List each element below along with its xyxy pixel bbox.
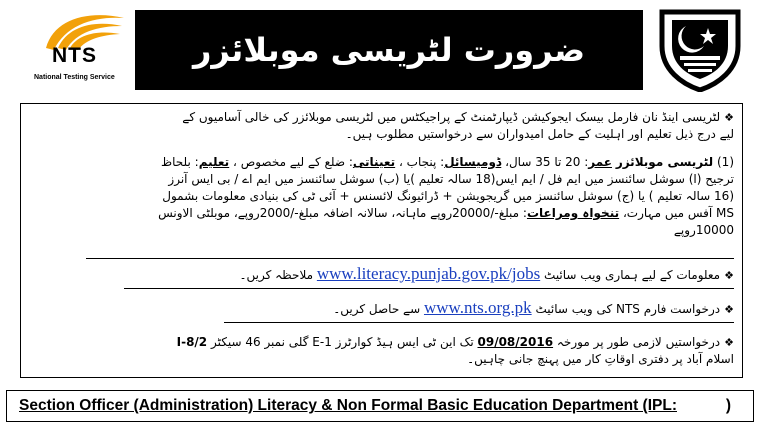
post-title: لٹریسی موبلائزر bbox=[615, 155, 714, 169]
bullet-icon: ❖ bbox=[724, 269, 734, 282]
info-text-after: ملاحظہ کریں۔ bbox=[239, 268, 314, 282]
info-text-before: معلومات کے لیے ہماری ویب سائیٹ bbox=[544, 268, 721, 282]
divider bbox=[124, 288, 734, 289]
bullet-icon: ❖ bbox=[724, 336, 734, 349]
nts-website-link[interactable]: www.nts.org.pk bbox=[423, 298, 532, 317]
deadline-text-mid: تک این ٹی ایس ہیڈ کوارٹرز E-1 گلی نمبر 46 سیکٹر bbox=[210, 335, 474, 349]
education-label: تعلیم bbox=[198, 155, 230, 169]
logo-subtitle: National Testing Service bbox=[34, 74, 115, 81]
form-text-after: سے حاصل کریں۔ bbox=[333, 302, 421, 316]
divider bbox=[224, 322, 734, 323]
posting-value: : ضلع کے لیے مخصوص ، bbox=[233, 155, 353, 169]
sector-code: I-8/2 bbox=[176, 335, 208, 349]
posting-label: تعیناتی bbox=[352, 155, 396, 169]
form-paragraph bbox=[333, 299, 734, 318]
deadline-line-2: اسلام آباد پر دفتری اوقاتِ کار میں پہنچ جانی چاہیں۔ bbox=[467, 352, 734, 366]
advertisement-body bbox=[20, 103, 743, 378]
req-line-3: (16 سالہ تعلیم ) یا (ج) سوشل سائنسز میں گریجویشن + ڈرائیونگ لائسنس + آئی ٹی کی بنیادی معلومات بشمول bbox=[162, 189, 734, 203]
footer-close-paren: ) bbox=[725, 397, 731, 414]
deadline-date: 09/08/2016 bbox=[477, 335, 554, 349]
department-footer bbox=[6, 390, 754, 422]
age-value: : 20 تا 35 سال، bbox=[505, 155, 589, 169]
domicile-value: : پنجاب ، bbox=[398, 155, 445, 169]
req-line-4-end: : مبلغ-/20000روپے ماہانہ، سالانہ اضافہ مبلغ-/2000روپے، موبلٹی الاونس bbox=[158, 206, 527, 220]
intro-line-2: لیے درج ذیل تعلیم اور اہلیت کے حامل امیدواران سے درخواستیں مطلوب ہیں۔ bbox=[345, 127, 734, 141]
req-line-2: ترجیح (ا) سوشل سائنسز میں ایم فل / ایم ایس(18 سالہ تعلیم )یا (ب) سوشل سائنسز میں ایم اے / بی ایس آنرز bbox=[168, 172, 734, 186]
deadline-text-before: درخواستیں لازمی طور پر مورخہ bbox=[556, 335, 721, 349]
deadline-paragraph bbox=[177, 334, 734, 368]
req-line-4-start: MS آفس میں مہارت، bbox=[622, 206, 734, 220]
title-banner bbox=[135, 10, 643, 90]
info-paragraph bbox=[240, 265, 735, 284]
education-value: : بلحاظ bbox=[161, 155, 199, 169]
req-prefix: (1) bbox=[713, 155, 734, 169]
logo-name: NTS bbox=[52, 44, 97, 67]
nts-logo bbox=[20, 8, 132, 86]
domicile-label: ڈومیسائل bbox=[444, 155, 502, 169]
banner-title: ضرورت لٹریسی موبلائزر bbox=[192, 31, 586, 69]
bullet-icon: ❖ bbox=[724, 303, 734, 316]
age-label: عمر bbox=[588, 155, 612, 169]
requirements-paragraph bbox=[158, 154, 734, 239]
divider bbox=[86, 258, 734, 259]
intro-line-1: لٹریسی اینڈ نان فارمل بیسک ایجوکیشن ڈیپارٹمنٹ کے پراجیکٹس میں لٹریسی موبلائزر کی خالی آسامیوں کے bbox=[182, 110, 721, 124]
req-line-5: 10000روپے bbox=[673, 223, 734, 237]
govt-of-punjab-emblem-icon bbox=[652, 6, 748, 92]
form-text-before: درخواست فارم NTS کی ویب سائیٹ bbox=[535, 302, 721, 316]
bullet-icon: ❖ bbox=[724, 111, 734, 124]
salary-label: تنخواہ ومراعات bbox=[526, 206, 620, 220]
department-name: Section Officer (Administration) Literacy & Non Formal Basic Education Department (IPL: bbox=[19, 397, 677, 414]
literacy-website-link[interactable]: www.literacy.punjab.gov.pk/jobs bbox=[316, 264, 541, 283]
intro-paragraph bbox=[182, 109, 734, 143]
